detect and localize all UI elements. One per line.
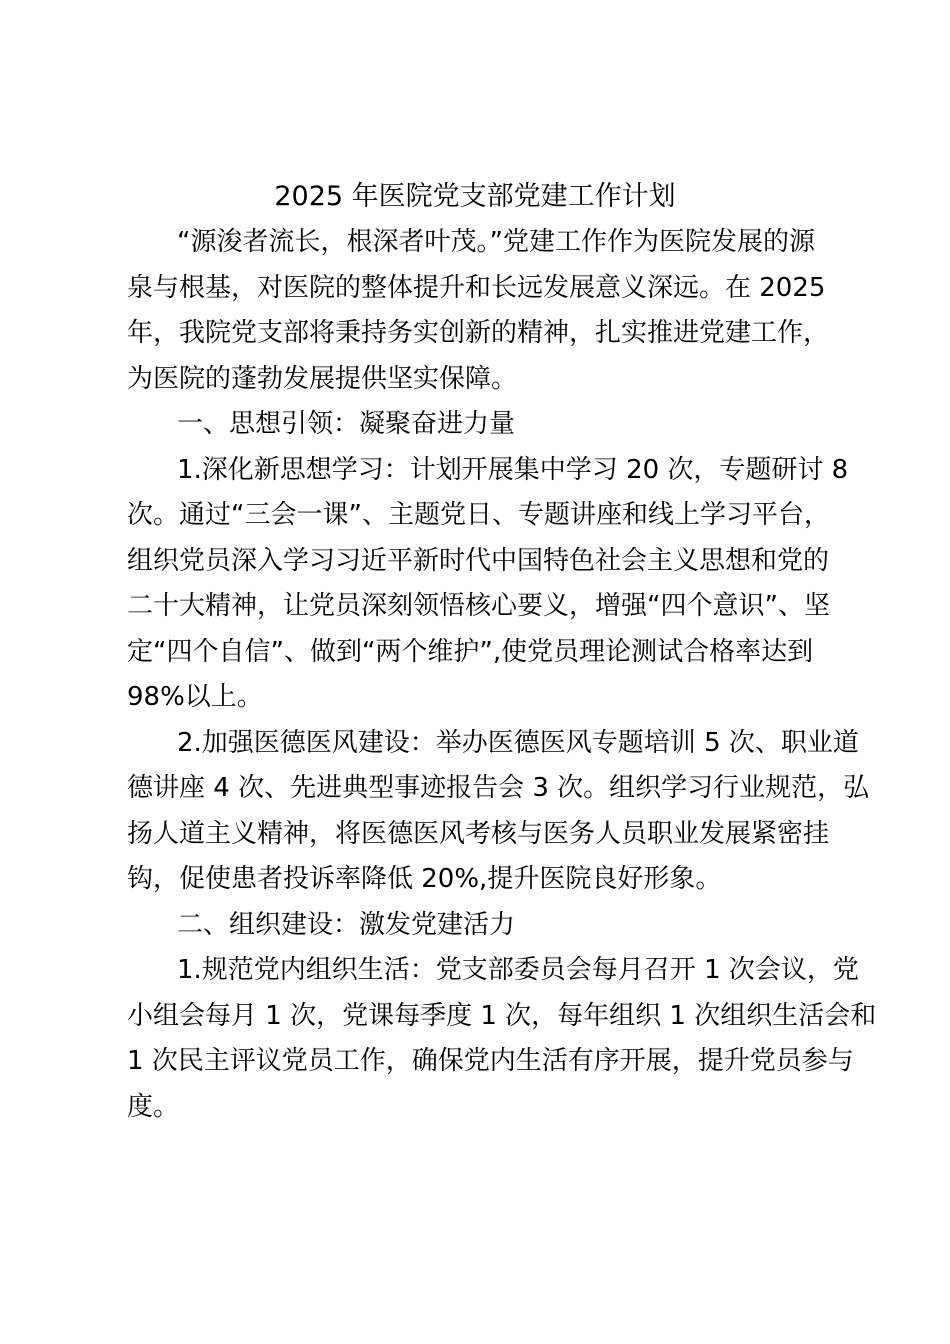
paragraph-1-1-line-6: 98%以上。 (127, 682, 263, 712)
paragraph-1-1-line-3: 组织党员深入学习习近平新时代中国特色社会主义思想和党的 (127, 546, 830, 576)
paragraph-1-1-line-5: 定“四个自信”、做到“两个维护”,使党员理论测试合格率达到 (127, 637, 814, 667)
paragraph-1-1-line-1: 1.深化新思想学习：计划开展集中学习 20 次，专题研讨 8 (177, 455, 849, 485)
paragraph-2-1-line-2: 小组会每月 1 次，党课每季度 1 次，每年组织 1 次组织生活会和 (127, 1001, 877, 1031)
paragraph-intro-line-2: 泉与根基，对医院的整体提升和长远发展意义深远。在 2025 (127, 273, 826, 303)
section-heading-2: 二、组织建设：激发党建活力 (177, 910, 516, 940)
paragraph-2-1-line-1: 1.规范党内组织生活：党支部委员会每月召开 1 次会议，党 (177, 955, 859, 985)
paragraph-1-2-line-2: 德讲座 4 次、先进典型事迹报告会 3 次。组织学习行业规范，弘 (127, 773, 870, 803)
paragraph-1-2-line-3: 扬人道主义精神，将医德医风考核与医务人员职业发展紧密挂 (127, 819, 830, 849)
paragraph-1-2-line-4: 钩，促使患者投诉率降低 20%,提升医院良好形象。 (127, 864, 722, 894)
document-title: 2025 年医院党支部党建工作计划 (274, 181, 676, 212)
paragraph-intro-line-4: 为医院的蓬勃发展提供坚实保障。 (127, 364, 518, 394)
paragraph-1-2-line-1: 2.加强医德医风建设：举办医德医风专题培训 5 次、职业道 (177, 728, 859, 758)
paragraph-2-1-line-4: 度。 (127, 1092, 180, 1122)
paragraph-intro-line-3: 年，我院党支部将秉持务实创新的精神，扎实推进党建工作， (127, 318, 830, 348)
section-heading-1: 一、思想引领：凝聚奋进力量 (177, 409, 516, 439)
paragraph-intro-line-1: “源浚者流长，根深者叶茂。”党建工作作为医院发展的源 (177, 227, 815, 257)
paragraph-2-1-line-3: 1 次民主评议党员工作，确保党内生活有序开展，提升党员参与 (127, 1046, 854, 1076)
paragraph-1-1-line-2: 次。通过“三会一课”、主题党日、专题讲座和线上学习平台， (127, 500, 830, 530)
paragraph-1-1-line-4: 二十大精神，让党员深刻领悟核心要义，增强“四个意识”、坚 (127, 591, 830, 621)
